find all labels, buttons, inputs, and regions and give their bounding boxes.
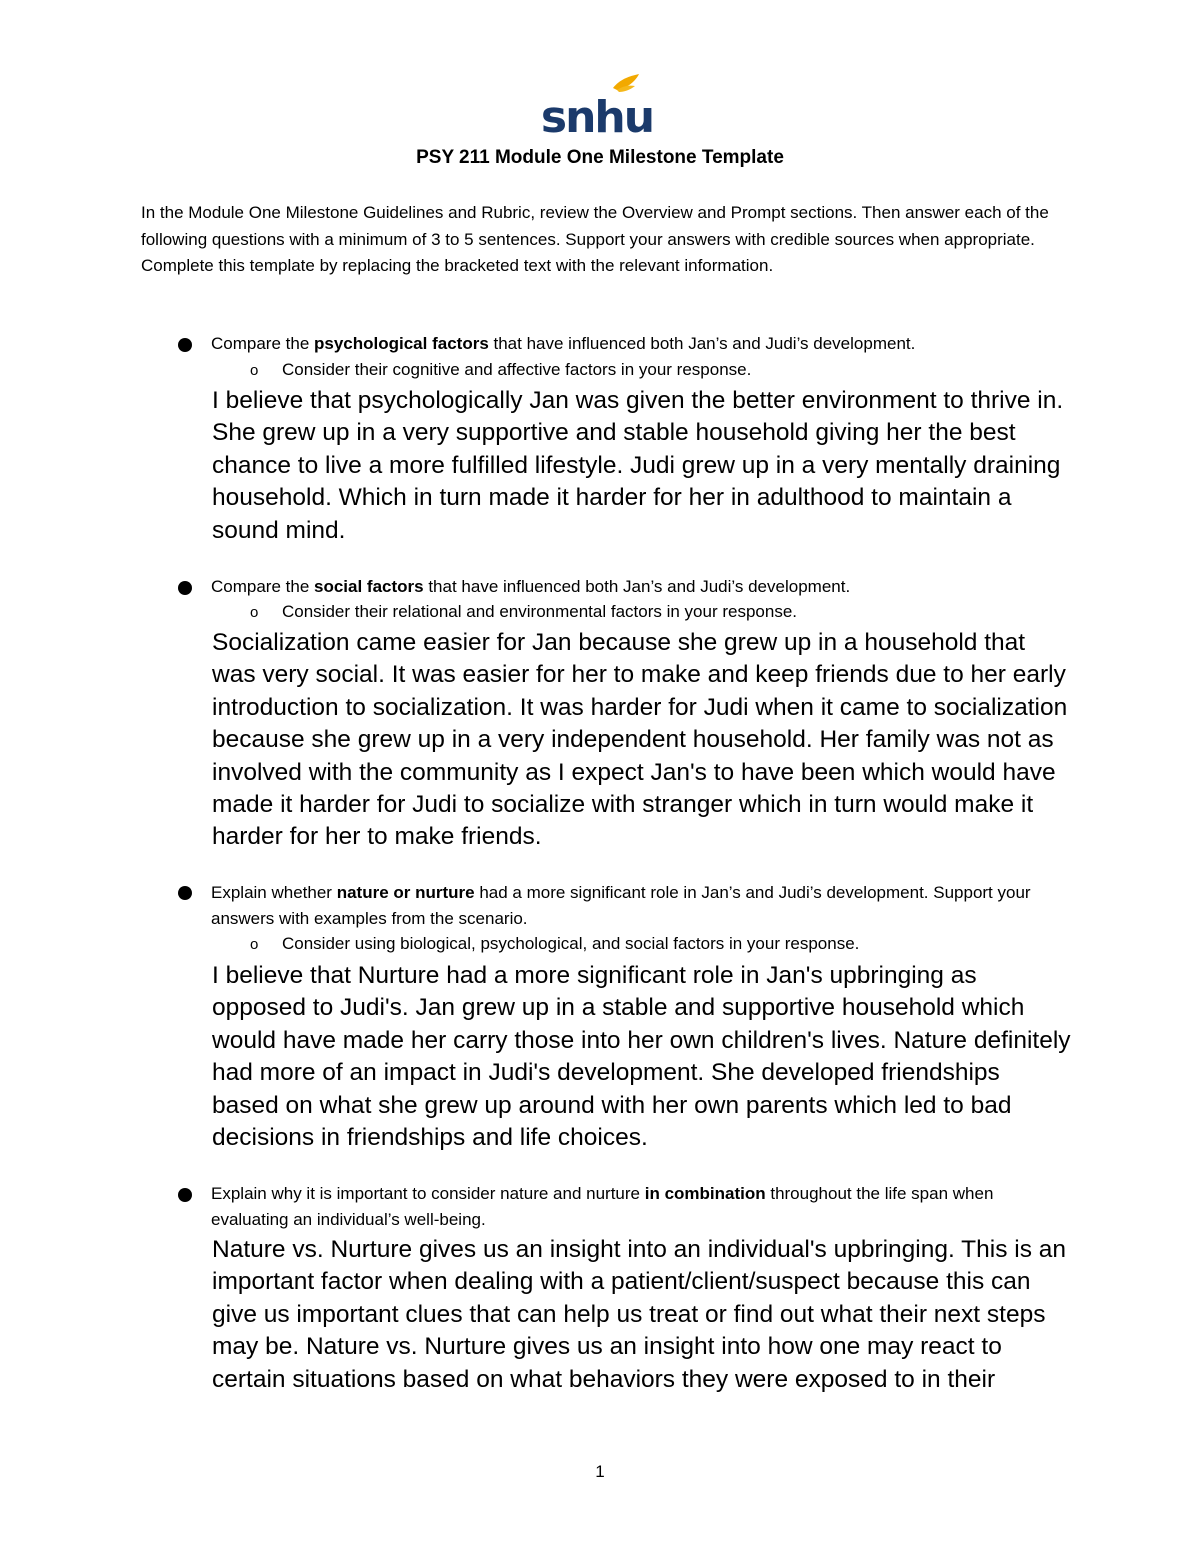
document-title: PSY 211 Module One Milestone Template (416, 147, 784, 168)
sub-bullet-marker: o (250, 362, 259, 379)
answer-text: I believe that Nurture had a more significant role in Jan's upbringing as opposed to Judi's. Jan grew up in a stable and supportive household which would have made her carry those into her own children's lives. Nature definitely had more of an impact in Judi's development. She developed friendships based on what she grew up around with her own parents which led to bad decisions in friendships and life choices. (212, 962, 1071, 1152)
answer-text: Nature vs. Nurture gives us an insight into an individual's upbringing. This is an important factor when dealing with a patient/client/suspect because this can give us important clues that can help us treat or find out what their next steps may be. Nature vs. Nurture gives us an insight into how one may react to certain situations based on what behaviors they were exposed to in their (212, 1236, 1067, 1393)
question-subprompt: Consider using biological, psychological, and social factors in your response. (282, 934, 860, 953)
question-subprompt: Consider their relational and environmental factors in your response. (282, 602, 797, 621)
snhu-logo (540, 74, 654, 143)
question-prompt: Explain whether nature or nurture had a more significant role in Jan’s and Judi’s development. Support your answers with examples from the scenario. (211, 883, 1031, 928)
answer-text: Socialization came easier for Jan because she grew up in a household that was very social. It was easier for her to make and keep friends due to her early introduction to socialization. It was harder for Judi when it came to socialization because she grew up in a very independent household. Her family was not as involved with the community as I expect Jan's to have been which would have made it harder for Judi to socialize with stranger which in turn would make it harder for her to make friends. (212, 629, 1068, 851)
bullet-icon (178, 338, 192, 352)
bullet-icon (178, 886, 192, 900)
question-prompt: Explain why it is important to consider nature and nurture in combination throughout the life span when evaluating an individual’s well-being. (211, 1184, 994, 1229)
svg-text:snhu: snhu (540, 92, 654, 143)
question-subprompt: Consider their cognitive and affective factors in your response. (282, 360, 752, 379)
bullet-icon (178, 581, 192, 595)
bullet-icon (178, 1188, 192, 1202)
page-number: 1 (595, 1462, 605, 1481)
sub-bullet-marker: o (250, 936, 259, 953)
sub-bullet-marker: o (250, 604, 259, 621)
intro-paragraph: In the Module One Milestone Guidelines and Rubric, review the Overview and Prompt sections. Then answer each of the following questions with a minimum of 3 to 5 sentences. Support your answers with credible sources when appropriate. Complete this template by replacing the bracketed text with the relevant information. (141, 203, 1049, 275)
question-prompt: Compare the psychological factors that have influenced both Jan’s and Judi’s development. (211, 334, 916, 353)
question-prompt: Compare the social factors that have influenced both Jan’s and Judi’s development. (211, 577, 851, 596)
answer-text: I believe that psychologically Jan was given the better environment to thrive in. She grew up in a very supportive and stable household giving her the best chance to live a more fulfilled lifestyle. Judi grew up in a very mentally draining household. Which in turn made it harder for her in adulthood to maintain a sound mind. (212, 387, 1064, 544)
